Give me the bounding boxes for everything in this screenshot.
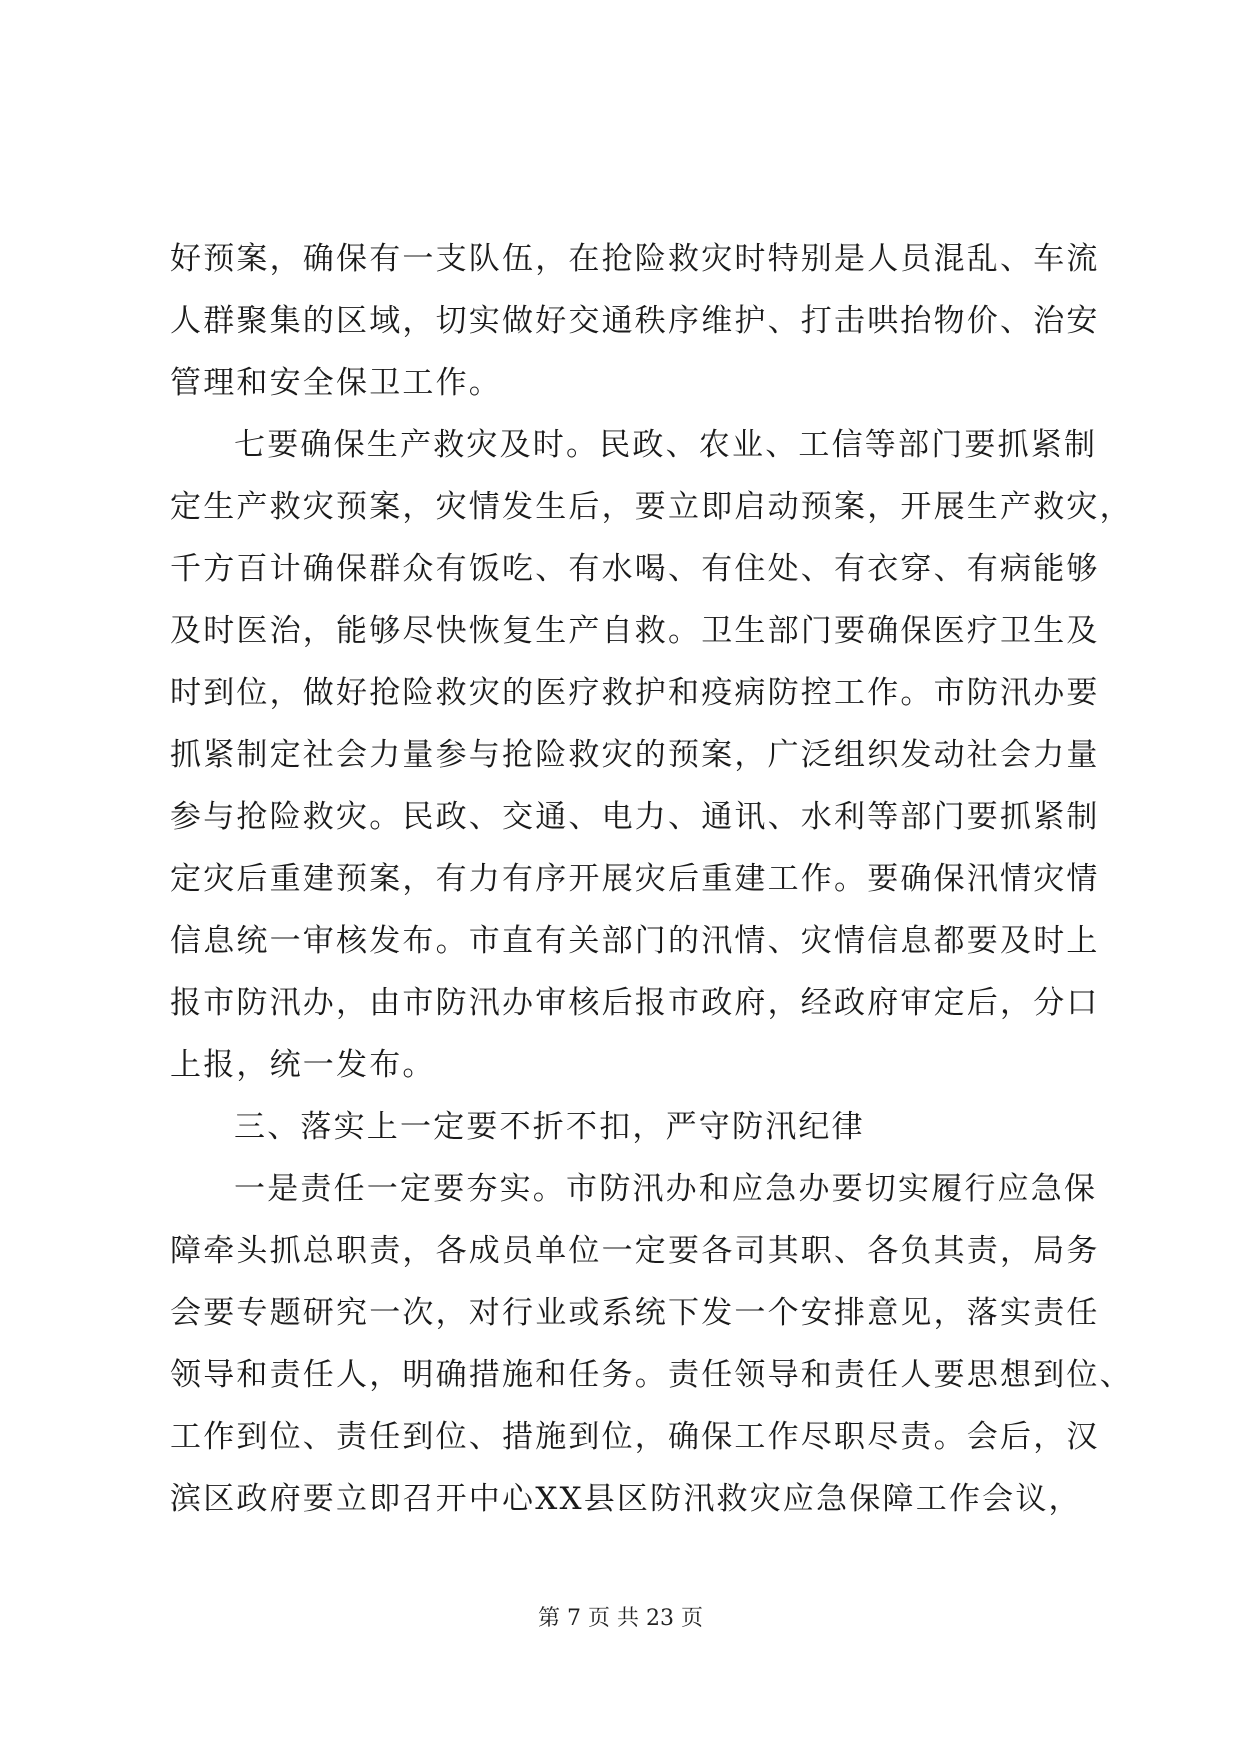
page-number-footer: 第 7 页 共 23 页 [538,1606,703,1631]
body-text [170,228,1133,1530]
text-line: 滨区政府要立即召开中心XX县区防汛救灾应急保障工作会议， [170,1481,1082,1517]
text-line: 定灾后重建预案，有力有序开展灾后重建工作。要确保汛情灾情 [170,861,1100,897]
text-line: 抓紧制定社会力量参与抢险救灾的预案，广泛组织发动社会力量 [170,737,1100,773]
text-line: 定生产救灾预案，灾情发生后，要立即启动预案，开展生产救灾， [170,489,1133,525]
paragraph-start-line: 一是责任一定要夯实。市防汛办和应急办要切实履行应急保 [234,1171,1098,1207]
text-line: 千方百计确保群众有饭吃、有水喝、有住处、有衣穿、有病能够 [170,551,1100,587]
text-line: 会要专题研究一次，对行业或系统下发一个安排意见，落实责任 [170,1295,1100,1331]
text-line: 人群聚集的区域，切实做好交通秩序维护、打击哄抬物价、治安 [170,303,1100,339]
text-line: 工作到位、责任到位、措施到位，确保工作尽职尽责。会后，汉 [170,1419,1100,1455]
text-line: 障牵头抓总职责，各成员单位一定要各司其职、各负其责，局务 [170,1233,1100,1269]
paragraph-start-line: 七要确保生产救灾及时。民政、农业、工信等部门要抓紧制 [234,427,1098,463]
text-line: 好预案，确保有一支队伍，在抢险救灾时特别是人员混乱、车流 [170,241,1100,277]
text-line: 参与抢险救灾。民政、交通、电力、通讯、水利等部门要抓紧制 [170,799,1100,835]
text-line: 上报，统一发布。 [170,1047,436,1083]
text-line: 信息统一审核发布。市直有关部门的汛情、灾情信息都要及时上 [170,923,1100,959]
text-line: 管理和安全保卫工作。 [170,365,502,401]
text-line: 时到位，做好抢险救灾的医疗救护和疫病防控工作。市防汛办要 [170,675,1100,711]
section-heading: 三、落实上一定要不折不扣，严守防汛纪律 [234,1109,865,1145]
text-line: 领导和责任人，明确措施和任务。责任领导和责任人要思想到位、 [170,1357,1133,1393]
text-line: 报市防汛办，由市防汛办审核后报市政府，经政府审定后，分口 [170,985,1100,1021]
text-line: 及时医治，能够尽快恢复生产自救。卫生部门要确保医疗卫生及 [170,613,1100,649]
